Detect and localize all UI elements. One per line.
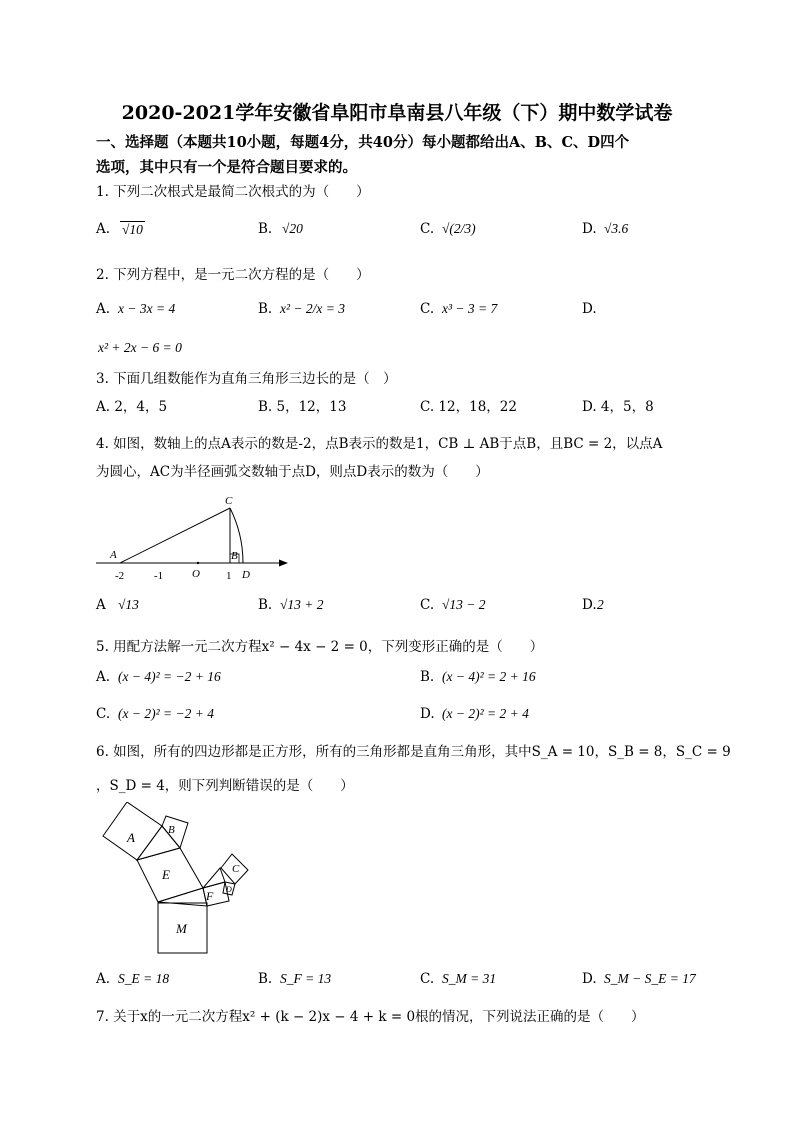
label-b: B (231, 550, 238, 562)
question-5-stem: 5. 用配方法解一元二次方程x² − 4x − 2 = 0，下列变形正确的是（ ） (96, 639, 544, 655)
q1-option-b-label: B. (258, 221, 273, 237)
q5-option-b-math: (x − 4)² = 2 + 16 (442, 669, 536, 684)
question-3-stem: 3. 下面几组数能作为直角三角形三边长的是（ ） (96, 371, 397, 387)
q4-option-b-math: √13 + 2 (280, 597, 324, 612)
number-line-figure (90, 480, 300, 585)
q1-option-b-math: √20 (282, 221, 303, 236)
question-6-line-2: ，S_D = 4，则下列判断错误的是（ ） (96, 778, 354, 794)
page-title: 2020-2021学年安徽省阜阳市阜南县八年级（下）期中数学试卷 (121, 102, 673, 124)
q4-option-d-label: D. (582, 597, 597, 613)
question-4-line-2: 为圆心，AC为半径画弧交数轴于点D，则点D表示的数为（ ） (96, 464, 489, 480)
q5-option-a-math: (x − 4)² = −2 + 16 (118, 669, 221, 684)
q3-option-d: D. 4，5，8 (582, 399, 654, 415)
q6-option-a-math: S_E = 18 (118, 971, 170, 986)
label-d: D (226, 885, 232, 894)
tick-label-neg2: -2 (115, 570, 125, 582)
q2-option-b-label: B. (258, 301, 273, 317)
label-b: B (168, 824, 175, 836)
q2-option-a-label: A. (96, 301, 111, 317)
q2-option-d-math: x² + 2x − 6 = 0 (98, 340, 182, 355)
q6-option-d-label: D. (582, 971, 597, 987)
q1-option-c-label: C. (420, 221, 435, 237)
axis-arrow (279, 560, 288, 567)
q2-option-c-math: x³ − 3 = 7 (442, 301, 498, 316)
label-m: M (176, 921, 187, 936)
q1-option-a-math: √10 (122, 222, 143, 237)
question-2-stem: 2. 下列方程中，是一元二次方程的是（ ） (96, 267, 370, 283)
q6-option-d-math: S_M − S_E = 17 (604, 971, 696, 986)
q5-option-c-label: C. (96, 706, 111, 722)
q5-option-d-label: D. (420, 706, 435, 722)
label-a: A (110, 549, 117, 561)
q2-option-b-math: x² − 2/x = 3 (280, 301, 346, 316)
q1-option-d-math: √3.6 (604, 221, 629, 236)
q1-option-d-label: D. (582, 221, 597, 237)
square-e (137, 848, 203, 902)
tick-label-1: 1 (226, 570, 232, 582)
label-f: F (206, 889, 214, 903)
q4-option-a-math: √13 (118, 597, 139, 612)
q6-option-c-math: S_M = 31 (442, 971, 497, 986)
label-e: E (162, 867, 170, 882)
question-4-line-1: 4. 如图，数轴上的点A表示的数是-2，点B表示的数是1，CB ⊥ AB于点B，且BC = 2，以点A (96, 436, 663, 452)
q2-option-d-label: D. (582, 301, 597, 317)
q4-option-c-math: √13 − 2 (442, 597, 486, 612)
q4-option-b-label: B. (258, 597, 273, 613)
section-heading-line-1: 一、选择题（本题共10小题，每题4分，共40分）每小题都给出A、B、C、D四个 (96, 134, 630, 151)
q1-option-a-label: A. (96, 221, 111, 237)
q3-option-c: C. 12，18，22 (420, 399, 517, 415)
section-heading-line-2: 选项，其中只有一个是符合题目要求的。 (96, 159, 357, 176)
label-o: O (192, 568, 200, 580)
segment-ac (120, 508, 230, 563)
question-1-stem: 1. 下列二次根式是最简二次根式的为（ ） (96, 184, 370, 200)
q6-option-b-label: B. (258, 971, 273, 987)
label-c: C (232, 863, 240, 875)
q6-option-c-label: C. (420, 971, 435, 987)
label-a: A (127, 830, 135, 845)
q5-option-a-label: A. (96, 669, 111, 685)
q3-option-a: A. 2，4，5 (96, 399, 168, 415)
q4-option-d-math: 2 (597, 597, 604, 612)
q5-option-c-math: (x − 2)² = −2 + 4 (118, 706, 214, 721)
question-7-stem: 7. 关于x的一元二次方程x² + (k − 2)x − 4 + k = 0根的情况，下列说法正确的是（ ） (96, 1009, 645, 1025)
pythagoras-squares-figure (95, 802, 265, 962)
q2-option-c-label: C. (420, 301, 435, 317)
q6-option-b-math: S_F = 13 (280, 971, 332, 986)
label-c: C (225, 495, 233, 507)
q4-option-a-label: A (96, 597, 106, 613)
q5-option-b-label: B. (420, 669, 435, 685)
q1-option-c-math: √(2/3) (442, 221, 476, 236)
q3-option-b: B. 5，12，13 (258, 399, 347, 415)
label-d: D (242, 569, 250, 581)
square-b (162, 816, 188, 848)
q2-option-a-math: x − 3x = 4 (118, 301, 176, 316)
q5-option-d-math: (x − 2)² = 2 + 4 (442, 706, 529, 721)
question-6-line-1: 6. 如图，所有的四边形都是正方形，所有的三角形都是直角三角形，其中S_A = 10，S_B = 8，S_C = 9 (96, 744, 731, 760)
q4-option-c-label: C. (420, 597, 435, 613)
origin-dot (197, 562, 199, 564)
tick-label-neg1: -1 (154, 570, 164, 582)
q6-option-a-label: A. (96, 971, 111, 987)
